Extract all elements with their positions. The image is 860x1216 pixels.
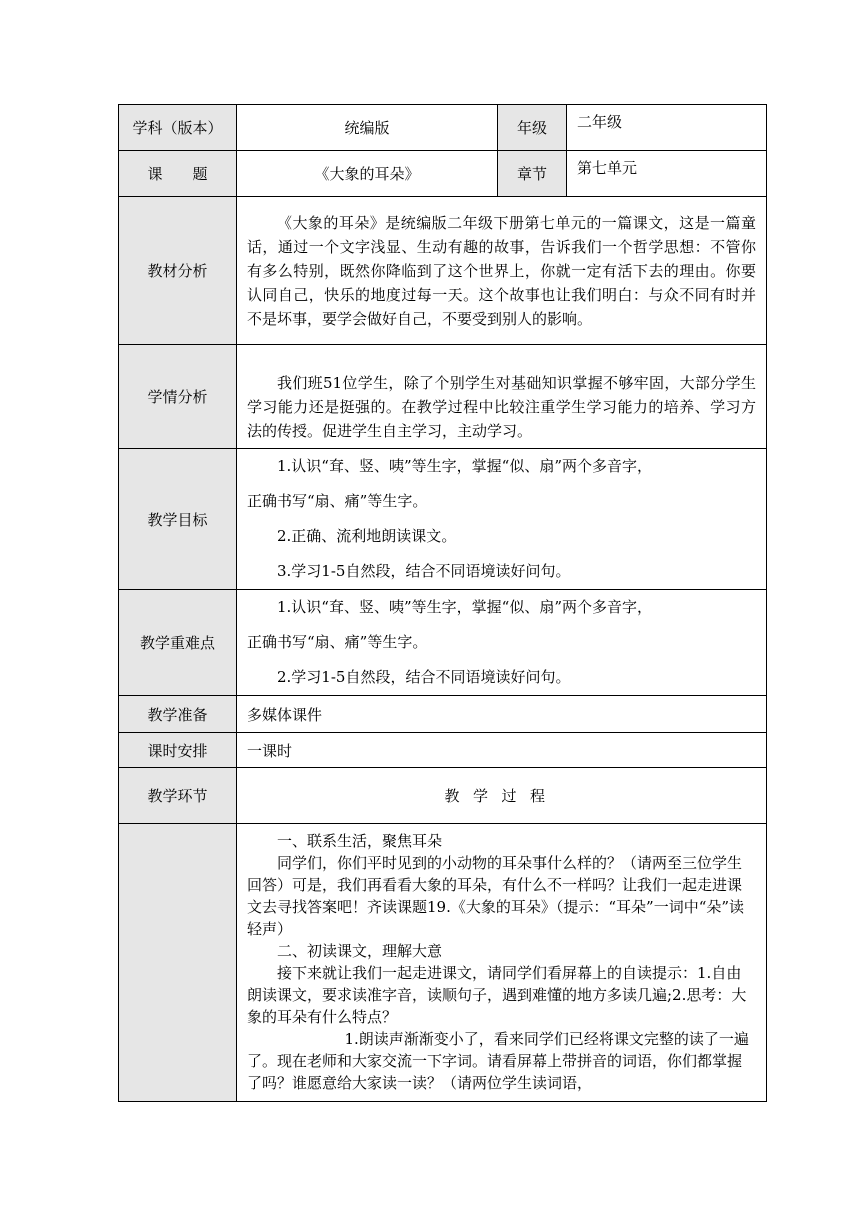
subject-value: 统编版 [237,105,498,151]
topic-label: 课 题 [119,151,237,197]
lesson-plan-table [118,104,767,1102]
material-analysis-label: 教材分析 [119,197,237,345]
student-analysis-label: 学情分析 [119,345,237,449]
goal-1: 1.认识“耷、竖、咦”等生字，掌握“似、扇”两个多音字， [277,457,652,475]
key-point-2: 2.学习1-5自然段，结合不同语境读好问句。 [277,668,571,686]
row-key-points [119,590,767,696]
key-points-cell [237,590,767,696]
process-stage-cell [119,824,237,1102]
preparation-value: 多媒体课件 [237,696,767,733]
row-schedule [119,733,767,768]
student-analysis-cell [237,345,767,449]
row-process-header [119,768,767,824]
process-paragraph-1: 同学们，你们平时见到的小动物的耳朵事什么样的？（请两至三位学生回答）可是，我们再看看大象的耳朵，有什么不一样吗？让我们一起走进课文去寻找答案吧！齐读课题19.《大象的耳朵》（提示：“耳朵”一词中“朵”读轻声） [247,854,745,938]
goal-3: 3.学习1-5自然段，结合不同语境读好问句。 [277,562,571,580]
goals-label: 教学目标 [119,449,237,590]
grade-value: 二年级 [567,105,767,151]
schedule-value: 一课时 [237,733,767,768]
chapter-label: 章节 [498,151,567,197]
topic-value: 《大象的耳朵》 [237,151,498,197]
process-content [237,824,767,1102]
row-topic [119,151,767,197]
preparation-label: 教学准备 [119,696,237,733]
process-paragraph-3: 1.朗读声渐渐变小了，看来同学们已经将课文完整的读了一遍了。现在老师和大家交流一下字词。请看屏幕上带拼音的词语，你们都掌握了吗？谁愿意给大家读一读？（请两位学生读词语， [247,1030,749,1092]
row-preparation [119,696,767,733]
key-point-1-cont: 正确书写“扇、痛”等生字。 [247,633,428,651]
process-section-1-title: 一、联系生活，聚焦耳朵 [277,832,443,850]
material-analysis-text: 《大象的耳朵》是统编版二年级下册第七单元的一篇课文，这是一篇童话，通过一个文字浅显、生动有趣的故事，告诉我们一个哲学思想：不管你有多么特别，既然你降临到了这个世界上，你就一定有活下去的理由。你要认同自己，快乐的地度过每一天。这个故事也让我们明白：与众不同有时并不是坏事，要学会做好自己，不要受到别人的影响。 [247,213,756,328]
row-subject [119,105,767,151]
process-paragraph-2: 接下来就让我们一起走进课文，请同学们看屏幕上的自读提示：1.自由朗读课文，要求读准字音，读顺句子，遇到难懂的地方多读几遍;2.思考：大象的耳朵有什么特点？ [247,964,747,1026]
process-header-value: 教学过程 [444,787,559,805]
schedule-label: 课时安排 [119,733,237,768]
row-material-analysis [119,197,767,345]
student-analysis-text: 我们班51位学生，除了个别学生对基础知识掌握不够牢固，大部分学生学习能力还是挺强的。在教学过程中比较注重学生学习能力的培养、学习方法的传授。促进学生自主学习，主动学习。 [247,373,756,440]
chapter-value: 第七单元 [567,151,767,197]
grade-label: 年级 [498,105,567,151]
key-points-label: 教学重难点 [119,590,237,696]
goal-1-cont: 正确书写“扇、痛”等生字。 [247,492,428,510]
process-header-label: 教学环节 [119,768,237,824]
goal-2: 2.正确、流利地朗读课文。 [277,527,457,545]
goals-cell [237,449,767,590]
process-header-cell [237,768,767,824]
process-section-2-title: 二、初读课文，理解大意 [277,942,443,960]
key-point-1: 1.认识“耷、竖、咦”等生字，掌握“似、扇”两个多音字， [277,598,652,616]
row-process [119,824,767,1102]
row-student-analysis [119,345,767,449]
subject-label: 学科（版本） [119,105,237,151]
row-goals [119,449,767,590]
material-analysis-cell [237,197,767,345]
